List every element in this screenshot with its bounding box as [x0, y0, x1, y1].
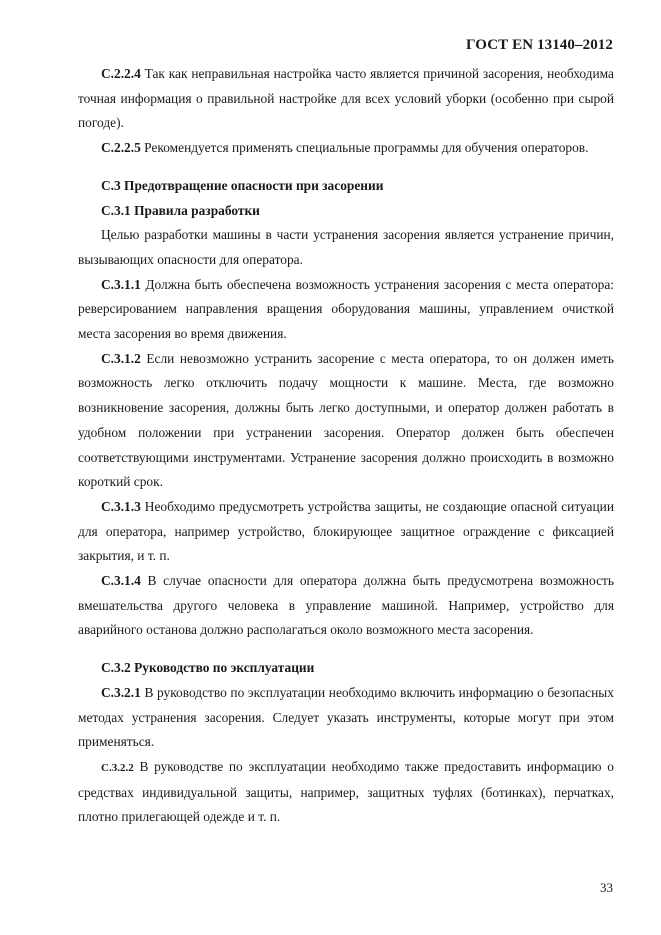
- paragraph-c224: [78, 62, 614, 136]
- paragraph-c312: [78, 347, 614, 495]
- paragraph-text: Необходимо предусмотреть устройства защиты, не создающие опасной ситуации для оператора, например устройство, блокирующее защитное ограждение с фиксацией закрытия, и т. п.: [78, 498, 614, 564]
- clause-number: С.3.1.1: [101, 276, 141, 292]
- paragraph-text: Если невозможно устранить засорение с места оператора, то он должен иметь возможность легко отключить подачу мощности к машине. Места, где возможно возникновение засорения, должны быть легко доступными, и оператор должен работать в удобном положении при устранении засорения. Оператор должен быть обеспечен соответствующими инструментами. Устранение засорения должно происходить в возможно короткий срок.: [78, 350, 614, 490]
- clause-number: С.3.1.3: [101, 498, 141, 514]
- paragraph-c313: [78, 495, 614, 569]
- paragraph-c311: [78, 273, 614, 347]
- section-heading-c3: С.3 Предотвращение опасности при засорении: [101, 177, 384, 193]
- paragraph-text: Рекомендуется применять специальные программы для обучения операторов.: [144, 140, 589, 156]
- paragraph-c314: [78, 569, 614, 643]
- clause-number: С.3.2.2: [101, 761, 134, 774]
- paragraph-text: В руководство по эксплуатации необходимо включить информацию о безопасных методах устранения засорения. Следует указать инструменты, которые могут при этом применяться.: [78, 684, 614, 750]
- paragraph-c31-intro: [78, 223, 614, 272]
- paragraph-text: В руководстве по эксплуатации необходимо также предоставить информацию о средствах индивидуальной защиты, например, защитных туфлях (ботинках), перчатках, плотно прилегающей одежде и т. п.: [78, 758, 614, 825]
- paragraph-text: В случае опасности для оператора должна быть предусмотрена возможность вмешательства другого человека в управление машиной. Например, устройство для аварийного останова должно располагаться около возможного места засорения.: [78, 573, 614, 638]
- page-number: 33: [600, 880, 613, 895]
- document-body: [78, 62, 614, 830]
- subsection-heading-c32: С.3.2 Руководство по эксплуатации: [101, 660, 315, 676]
- paragraph-c322: [78, 755, 614, 830]
- clause-number: С.3.1.2: [101, 350, 141, 366]
- paragraph-text: Целью разработки машины в части устранения засорения является устранение причин, вызывающих опасности для оператора.: [78, 227, 614, 267]
- clause-number: С.3.2.1: [101, 684, 141, 700]
- section-gap: [78, 161, 614, 174]
- clause-number: С.2.2.5: [101, 140, 141, 156]
- paragraph-text: Должна быть обеспечена возможность устранения засорения с места оператора: реверсированием направления вращения оборудования машины, управлением очисткой места засорения во время движения.: [78, 276, 615, 342]
- paragraph-c225: [78, 136, 614, 161]
- subsection-heading-c31: С.3.1 Правила разработки: [101, 202, 260, 218]
- paragraph-c321: [78, 681, 614, 755]
- clause-number: С.3.1.4: [101, 573, 141, 589]
- section-gap: [78, 643, 614, 656]
- paragraph-text: Так как неправильная настройка часто является причиной засорения, необходима точная информация о правильной настройке для всех условий уборки (особенно при сырой погоде).: [78, 66, 614, 131]
- clause-number: С.2.2.4: [101, 66, 141, 81]
- document-header: ГОСТ EN 13140–2012: [466, 37, 613, 53]
